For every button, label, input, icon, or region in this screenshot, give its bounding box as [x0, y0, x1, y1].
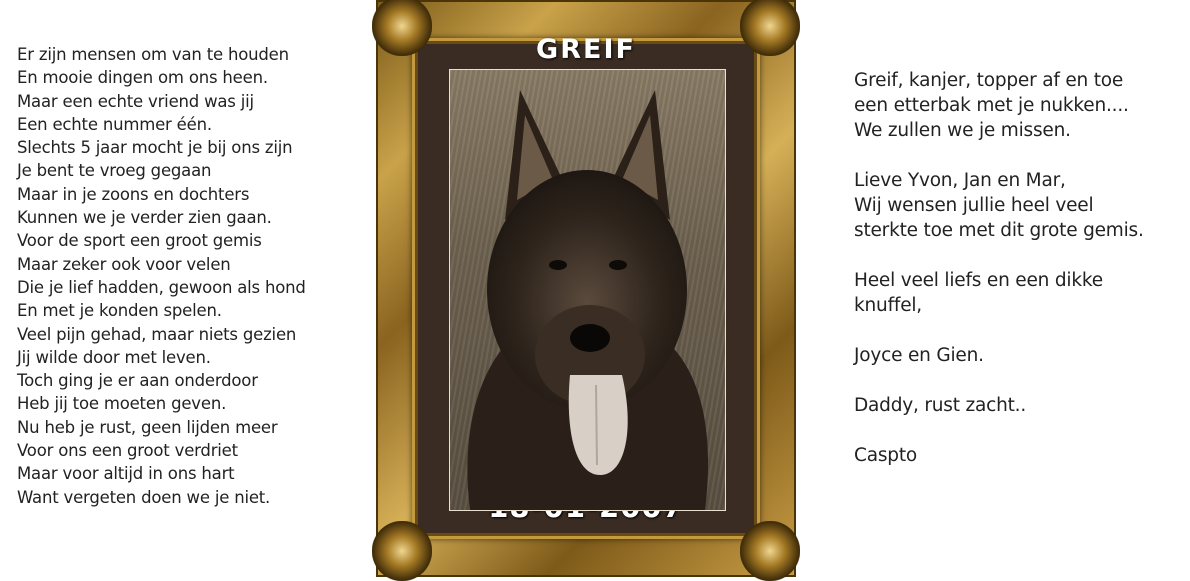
poem-line: En met je konden spelen.	[17, 301, 222, 321]
dog-photo	[449, 69, 726, 511]
message-paragraph	[854, 68, 1184, 143]
poem-line: Voor de sport een groot gemis	[17, 231, 262, 251]
poem-line: Maar voor altijd in ons hart	[17, 464, 235, 484]
poem-line: Voor ons een groot verdriet	[17, 441, 238, 461]
left-poem	[17, 43, 352, 509]
message-line: Heel veel liefs en een dikke	[854, 270, 1103, 291]
frame-ornament-icon	[372, 521, 432, 581]
signature-line	[854, 443, 1184, 468]
german-shepherd-icon	[450, 70, 725, 510]
right-message	[854, 68, 1184, 493]
poem-line: Maar zeker ook voor velen	[17, 254, 231, 274]
poem-line: En mooie dingen om ons heen.	[17, 68, 268, 88]
poem-line: Maar in je zoons en dochters	[17, 184, 250, 204]
poem-line: Nu heb je rust, geen lijden meer	[17, 417, 278, 437]
poem-line: Maar een echte vriend was jij	[17, 91, 254, 111]
poem-line: Slechts 5 jaar mocht je bij ons zijn	[17, 138, 293, 158]
poem-line: Heb jij toe moeten geven.	[17, 394, 227, 414]
message-line: Lieve Yvon, Jan en Mar,	[854, 170, 1066, 191]
poem-line: Je bent te vroeg gegaan	[17, 161, 212, 181]
message-line: Caspto	[854, 445, 918, 466]
message-line: een etterbak met je nukken....	[854, 95, 1129, 116]
poem-line: Er zijn mensen om van te houden	[17, 45, 289, 64]
poem-line: Toch ging je er aan onderdoor	[17, 371, 258, 391]
poem-line: Die je lief hadden, gewoon als hond	[17, 277, 306, 297]
poem-line: Een echte nummer één.	[17, 114, 212, 134]
frame-ornament-icon	[740, 521, 800, 581]
message-line: knuffel,	[854, 295, 922, 316]
message-line: Joyce en Gien.	[854, 345, 984, 366]
poem-line: Jij wilde door met leven.	[17, 347, 211, 367]
message-line: Greif, kanjer, topper af en toe	[854, 70, 1124, 91]
message-line: We zullen we je missen.	[854, 120, 1071, 141]
poem-line: Want vergeten doen we je niet.	[17, 487, 271, 507]
dog-name-title: GREIF	[536, 34, 636, 65]
signature-line	[854, 343, 1184, 368]
message-line: Wij wensen jullie heel veel	[854, 195, 1094, 216]
message-line: sterkte toe met dit grote gemis.	[854, 220, 1144, 241]
poem-line: Kunnen we je verder zien gaan.	[17, 208, 272, 228]
message-paragraph	[854, 268, 1184, 318]
poem-line: Veel pijn gehad, maar niets gezien	[17, 324, 297, 344]
message-paragraph	[854, 168, 1184, 243]
message-line: Daddy, rust zacht..	[854, 395, 1027, 416]
farewell-line	[854, 393, 1184, 418]
